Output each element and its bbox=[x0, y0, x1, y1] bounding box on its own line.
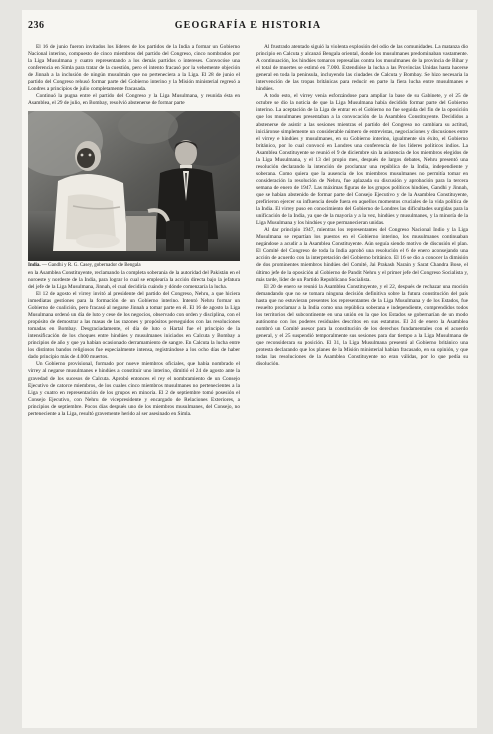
caption-text: — Gandhi y R. G. Casey, gobernador de Bengala bbox=[40, 263, 141, 269]
paragraph: A todo esto, el virrey venía esforzándose para ampliar la base de su Gabinete, y el 25 de octubre se dio la noticia de que la Liga Musulmana había decidido formar parte del Gobierno interino. La aceptación de la Liga de entrar en el Gobierno no fue seguida del fin de la oposición que los musulmanes presentaban a la convocación de la Asamblea Constituyente. Decididos a abstenerse de asistir a las sesiones mientras el partido del Congreso no cambiara su actitud, iniciáronse simplemente un considerable número de entrevistas, negociaciones y discusiones entre el virrey e hindúes y musulmanes, en su Gobierno interino, igualmente sin éxito, el Gobierno británico, por lo cual convocó en Londres una conferencia de los líderes políticos indios. La Asamblea Constituyente se reunió el 9 de diciembre sin la asistencia de los miembros elegidos de la Liga Musulmana, y el 13 del propio mes, después de largos debates, Nehru presentó una resolución declarando la intención de proclamar una república de la India, independiente y soberana. Como quiera que la ausencia de los miembros musulmanes no permitía tomar en consideración la resolución de Nehru, fue aplazada su discusión y aprobación para la tercera semana de enero de 1947. Las máximas figuras de los grupos políticos hindúes, Gandhi y Jinnah, que se habían abstenido de formar parte del Consejo Ejecutivo y de la Asamblea Constituyente, prefirieron ejercer su influencia desde fuera en aquellos momentos cruciales de la vida política de la India. El virrey puso en conocimiento del Gobierno de Londres las dificultades surgidas para la unificación de la India, ya que de la mayoría y a la vez, hindúes y musulmanes, y la minoría de la Liga Musulmana y los hindúes y que permanecieran unidas. bbox=[256, 93, 468, 227]
paragraph: Al dar principio 1947, mientras los representantes del Congreso Nacional Indio y la Liga Musulmana se repartían los puestos en el Gobierno interino, los musulmanes continuaban negándose a acudir a la Asamblea Constituyente. Aún seguía siendo motivo de discusión el plan. El Comité del Congreso de toda la India aprobó una resolución el 6 de enero aconsejando una acción de acuerdo con la interpretación del Gobierno británico. El 16 se dio a conocer la dimisión de dos prominentes miembros hindúes del Comité, Jai Prakash Narain y Sarat Chandra Bose, el último jefe de la oposición al Gobierno de Pandit Nehru y el primer jefe del Congreso Socialista y, más tarde, líder de un Partido Republicano Socialista. bbox=[256, 227, 468, 283]
right-column bbox=[256, 44, 468, 368]
paragraph: Un Gobierno provisional, formado por nueve miembros oficiales, que había nombrado el virrey al negarse musulmanes e hindúes a constituir uno interino, dimitió el 24 de agosto ante la gravedad de los sucesos de Calcuta. Aprobó entonces el rey el nombramiento de un Consejo Ejecutivo de catorce miembros, de los cuales cinco miembros musulmanes no pertenecientes a la Liga y cuatro en representación de los grupos en minoría. El 2 de septiembre tomó posesión el Consejo Ejecutivo, con Nehru de vicepresidente y encargado de Relaciones Exteriores, a principios de septiembre. Pocos días después uno de los miembros musulmanes, del Consejo, no perteneciente a la Liga, resultó gravemente herido al ser asesinado en Simla. bbox=[28, 361, 240, 417]
document-page bbox=[22, 10, 477, 728]
paragraph: en la Asamblea Constituyente, reclamando la completa soberanía de la autoridad del Pakistán en el noroeste y nordeste de la India, para lograr lo cual se emplearía la acción directa bajo la jefatura del jefe de la Liga Musulmana, Jinnah, el cual decidiría cuándo y dónde comenzaría la lucha. bbox=[28, 269, 240, 290]
running-title: GEOGRAFÍA E HISTORIA bbox=[174, 20, 322, 31]
paragraph: El 16 de junio fueron invitados los líderes de los partidos de la India a formar un Gobierno Nacional interino, compuesto de cinco miembros del partido del Congreso, cinco nombrados por la Liga Musulmana y cuatro representando a los demás partidos o intereses. Convocóse una conferencia en Simla para tratar de la cuestión, pero el intento fracasó por la vehemente objeción de Jinnah a la inclusión de ningún musulmán que no perteneciera a la Liga. El 28 de junio el partido del Congreso rehusó formar parte del Gobierno interino y la Misión ministerial regresó a Londres a principios de julio completamente fracasada. bbox=[28, 44, 240, 93]
photograph-gandhi-casey bbox=[28, 111, 240, 261]
left-column bbox=[28, 44, 240, 418]
paragraph: El 20 de enero se reunió la Asamblea Constituyente, y el 22, después de rechazar una moción demandando que no se tomara ninguna decisión definitiva sobre la futura constitución del país hasta que no estuvieran presentes los representantes de la Liga Musulmana y de los Estados, fue resuelto proclamar a la India como una república soberana e independiente, comprendidos todos los territorios del subcontinente en una unión en la que los Estados se gobernarían de un modo autónomo con los poderes residuales descritos en sus estatutos. El 24 de enero la Asamblea nombró un Comité asesor para la constitución de los derechos fundamentales con el acuerdo general, y el 25 suspendió temporalmente sus sesiones para dar tiempo a la Liga Musulmana de que reconsiderara su posición. El 31, la Liga Musulmana presentó al Gobierno británico una protesta declarando que los planes de la Misión ministerial habían fracasado, en su opinión, y que todas las resoluciones de la Asamblea Constituyente no eran válidas, por lo que pedía su disolución. bbox=[256, 283, 468, 368]
paragraph: Continuó la pugna entre el partido del Congreso y la Liga Musulmana, y reunida ésta en Asamblea, el 29 de julio, en Bombay, resolvió abstenerse de formar parte bbox=[28, 93, 240, 107]
paragraph: Al frustrado atentado siguió la violenta explosión del odio de las comunidades. La matanza dio principio en Calcuta y alcanzó Bengala oriental, donde los musulmanes predominaban vastamente. A continuación, los hindúes tomaron represalias contra los musulmanes de la provincia de Bihar y el total de muertes se estimó en 7.000. Extendióse la lucha a las Provincias Unidas hasta hacerse general en toda la península, incluyendo las ciudades de Calcuta y Bombay. Se hizo necesaria la intervención de las tropas británicas para reducir en parte la fiera lucha entre musulmanes e hindúes. bbox=[256, 44, 468, 93]
paragraph: El 12 de agosto el virrey invitó al presidente del partido del Congreso, Nehru, a que hiciera inmediatas gestiones para la formación de un Gobierno interino. Intentó Nehru formar un Gobierno de coalición, pero fracasó al negarse Jinnah a tomar parte en él. El 16 de agosto la Liga Musulmana ordenó un día de luto y cese de los negocios, observado con orden y disciplina, con el propósito de demostrar a las masas de las razones y propósitos perseguidos con las resoluciones tomadas en Bombay. Desgraciadamente, el día de luto o Hartal fue el principio de la intensificación de los choques entre hindúes y musulmanes iniciados en Calcuta y Bombay a principios de año y que ya habían ocasionado derramamiento de sangre. En Calcuta la lucha entre los distintos bandos religiosos fue especialmente intensa, registrándose a los ocho días de haber dado principio más de 4.000 muertos. bbox=[28, 290, 240, 361]
page-header bbox=[28, 20, 468, 36]
page-number: 236 bbox=[28, 20, 45, 31]
caption-label: India. bbox=[28, 263, 41, 269]
